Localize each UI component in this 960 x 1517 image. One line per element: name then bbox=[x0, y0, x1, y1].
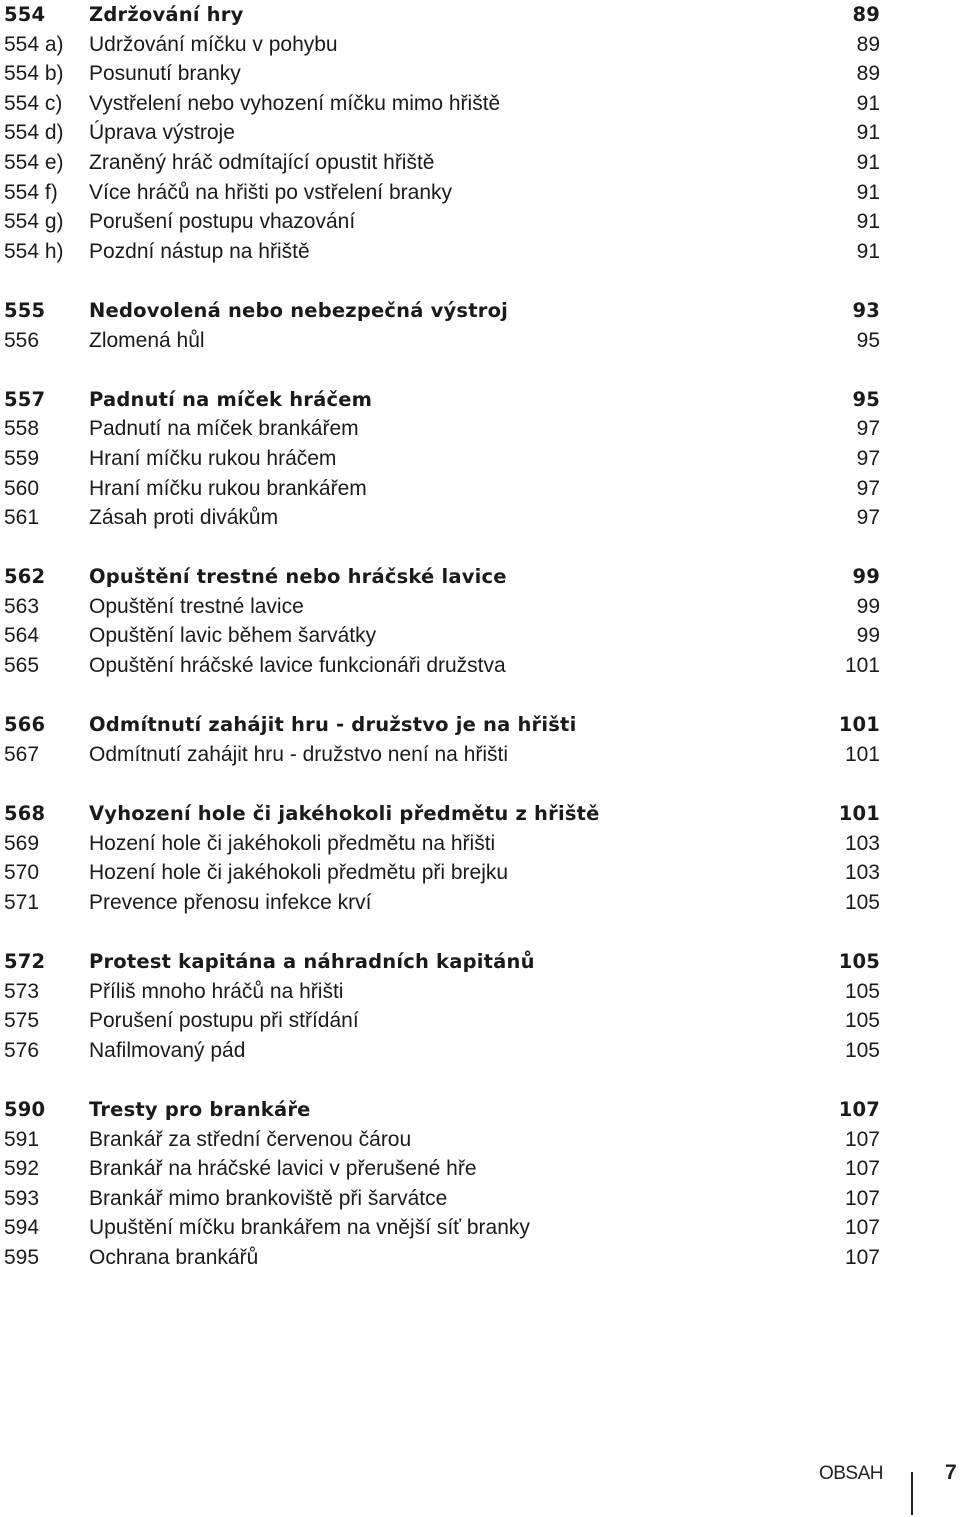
toc-entry-page: 105 bbox=[838, 950, 880, 973]
toc-entry-number: 572 bbox=[4, 950, 46, 973]
toc-entry-page: 105 bbox=[844, 890, 880, 914]
toc-entry-title: Pozdní nástup na hřiště bbox=[89, 239, 310, 263]
toc-entry-title: Příliš mnoho hráčů na hřišti bbox=[89, 979, 344, 1003]
toc-entry-page: 99 bbox=[856, 624, 880, 648]
toc-entry-title: Opuštění trestné lavice bbox=[89, 594, 304, 618]
footer-divider bbox=[911, 1472, 913, 1515]
toc-group bbox=[0, 385, 960, 533]
toc-entry-number: 564 bbox=[4, 624, 40, 648]
toc-entry-title: Hození hole či jakéhokoli předmětu na hřišti bbox=[89, 831, 496, 855]
toc-entry-row bbox=[0, 1125, 960, 1155]
toc-entry-number: 554 bbox=[4, 3, 46, 26]
toc-entry-title: Brankář za střední červenou čárou bbox=[89, 1127, 412, 1151]
toc-entry-page: 107 bbox=[844, 1157, 880, 1181]
toc-entry-number: 561 bbox=[4, 506, 40, 530]
toc-entry-row bbox=[0, 148, 960, 178]
toc-entry-number: 562 bbox=[4, 565, 46, 589]
toc-entry-title: Nedovolená nebo nebezpečná výstroj bbox=[89, 298, 509, 322]
toc-entry-row bbox=[0, 474, 960, 504]
toc-group bbox=[0, 710, 960, 769]
toc-entry-number: 559 bbox=[4, 446, 40, 470]
toc-entry-title: Hraní míčku rukou hráčem bbox=[89, 446, 337, 470]
toc-entry-number: 554 b) bbox=[4, 62, 64, 86]
toc-entry-row bbox=[0, 888, 960, 918]
toc-entry-page: 103 bbox=[844, 831, 880, 855]
toc-entry-title: Posunutí branky bbox=[89, 62, 241, 86]
toc-entry-page: 107 bbox=[844, 1245, 880, 1269]
toc-entry-title: Opuštění lavic během šarvátky bbox=[89, 624, 377, 648]
toc-entry-title: Zdržování hry bbox=[89, 3, 244, 26]
toc-entry-number: 566 bbox=[4, 713, 46, 737]
toc-entry-row bbox=[0, 1036, 960, 1066]
toc-entry-page: 91 bbox=[856, 180, 880, 204]
toc-entry-title: Padnutí na míček hráčem bbox=[89, 387, 373, 411]
toc-entry-title: Odmítnutí zahájit hru - družstvo není na hřišti bbox=[89, 742, 509, 766]
toc-entry-page: 97 bbox=[856, 417, 880, 441]
toc-entry-page: 95 bbox=[856, 328, 880, 352]
toc-entry-page: 91 bbox=[856, 121, 880, 145]
toc-entry-title: Upuštění míčku brankářem na vnější síť branky bbox=[89, 1216, 530, 1240]
toc-entry-page: 107 bbox=[844, 1186, 880, 1210]
toc-entry-page: 97 bbox=[856, 506, 880, 530]
toc-group bbox=[0, 799, 960, 917]
toc-heading-row bbox=[0, 799, 960, 829]
toc-entry-title: Opuštění hráčské lavice funkcionáři družstva bbox=[89, 654, 506, 678]
toc-entry-title: Protest kapitána a náhradních kapitánů bbox=[89, 950, 535, 973]
toc-entry-row bbox=[0, 59, 960, 89]
toc-entry-page: 101 bbox=[838, 802, 880, 826]
toc-entry-page: 97 bbox=[856, 446, 880, 470]
toc-entry-number: 571 bbox=[4, 890, 40, 914]
toc-entry-row bbox=[0, 829, 960, 859]
toc-entry-number: 555 bbox=[4, 298, 46, 322]
toc-entry-title: Zraněný hráč odmítající opustit hřiště bbox=[89, 150, 435, 174]
toc-entry-title: Ochrana brankářů bbox=[89, 1245, 259, 1269]
toc-heading-row bbox=[0, 1095, 960, 1125]
toc-entry-row bbox=[0, 237, 960, 267]
toc-entry-number: 570 bbox=[4, 861, 40, 885]
toc-entry-number: 592 bbox=[4, 1157, 40, 1181]
toc-entry-page: 91 bbox=[856, 239, 880, 263]
toc-entry-title: Opuštění trestné nebo hráčské lavice bbox=[89, 565, 507, 589]
toc-entry-page: 91 bbox=[856, 150, 880, 174]
toc-entry-page: 107 bbox=[844, 1216, 880, 1240]
toc-entry-title: Porušení postupu při střídání bbox=[89, 1009, 359, 1033]
toc-entry-number: 567 bbox=[4, 742, 40, 766]
toc-entry-number: 563 bbox=[4, 594, 40, 618]
toc-entry-page: 93 bbox=[852, 298, 880, 322]
footer-section-label: OBSAH bbox=[818, 1463, 883, 1484]
toc-entry-row bbox=[0, 740, 960, 770]
toc-entry-page: 105 bbox=[844, 979, 880, 1003]
toc-group bbox=[0, 296, 960, 355]
toc-entry-number: 558 bbox=[4, 417, 40, 441]
toc-entry-row bbox=[0, 651, 960, 681]
toc-entry-title: Brankář na hráčské lavici v přerušené hře bbox=[89, 1157, 477, 1181]
footer-page-number: 7 bbox=[945, 1461, 957, 1484]
toc-entry-number: 576 bbox=[4, 1038, 40, 1062]
toc-entry-title: Prevence přenosu infekce krví bbox=[89, 890, 372, 914]
toc-heading-row bbox=[0, 562, 960, 592]
toc-entry-title: Nafilmovaný pád bbox=[89, 1038, 246, 1062]
toc-entry-title: Úprava výstroje bbox=[89, 121, 235, 145]
toc-entry-row bbox=[0, 178, 960, 208]
toc-entry-number: 593 bbox=[4, 1186, 40, 1210]
toc-entry-title: Porušení postupu vhazování bbox=[89, 210, 356, 234]
toc-entry-page: 97 bbox=[856, 476, 880, 500]
toc-entry-title: Brankář mimo brankoviště při šarvátce bbox=[89, 1186, 448, 1210]
toc-entry-number: 560 bbox=[4, 476, 40, 500]
toc-entry-number: 594 bbox=[4, 1216, 40, 1240]
toc-group bbox=[0, 0, 960, 266]
toc-entry-number: 590 bbox=[4, 1097, 46, 1121]
toc-entry-row bbox=[0, 326, 960, 356]
toc-entry-row bbox=[0, 30, 960, 60]
toc-entry-title: Udržování míčku v pohybu bbox=[89, 32, 338, 56]
toc-entry-number: 554 f) bbox=[4, 180, 58, 204]
toc-entry-title: Zásah proti divákům bbox=[89, 506, 279, 530]
toc-entry-page: 99 bbox=[852, 565, 880, 589]
toc-entry-title: Odmítnutí zahájit hru - družstvo je na hřišti bbox=[89, 713, 577, 737]
toc-entry-title: Zlomená hůl bbox=[89, 328, 205, 352]
toc-heading-row bbox=[0, 947, 960, 977]
toc-heading-row bbox=[0, 710, 960, 740]
toc-entry-title: Padnutí na míček brankářem bbox=[89, 417, 359, 441]
toc-entry-row bbox=[0, 118, 960, 148]
toc-entry-title: Vyhození hole či jakéhokoli předmětu z hřiště bbox=[89, 802, 600, 826]
toc-entry-row bbox=[0, 621, 960, 651]
toc-entry-number: 568 bbox=[4, 802, 46, 826]
toc-entry-number: 569 bbox=[4, 831, 40, 855]
toc-entry-number: 573 bbox=[4, 979, 40, 1003]
toc-entry-row bbox=[0, 1213, 960, 1243]
toc-entry-page: 91 bbox=[856, 210, 880, 234]
toc-group bbox=[0, 947, 960, 1065]
toc-entry-page: 101 bbox=[844, 654, 880, 678]
toc-entry-number: 554 d) bbox=[4, 121, 64, 145]
toc-entry-number: 554 c) bbox=[4, 91, 63, 115]
toc-entry-number: 554 h) bbox=[4, 239, 64, 263]
toc-entry-row bbox=[0, 1184, 960, 1214]
toc-entry-page: 89 bbox=[856, 62, 880, 86]
toc-entry-page: 101 bbox=[844, 742, 880, 766]
toc-entry-page: 105 bbox=[844, 1009, 880, 1033]
toc-entry-page: 89 bbox=[856, 32, 880, 56]
toc-entry-row bbox=[0, 858, 960, 888]
toc-entry-number: 554 g) bbox=[4, 210, 64, 234]
toc-entry-page: 99 bbox=[856, 594, 880, 618]
toc-entry-row bbox=[0, 977, 960, 1007]
toc-entry-page: 103 bbox=[844, 861, 880, 885]
toc-entry-row bbox=[0, 444, 960, 474]
toc-entry-row bbox=[0, 207, 960, 237]
toc-entry-title: Hození hole či jakéhokoli předmětu při brejku bbox=[89, 861, 509, 885]
toc-entry-number: 557 bbox=[4, 387, 46, 411]
toc-entry-number: 565 bbox=[4, 654, 40, 678]
toc-entry-row bbox=[0, 1154, 960, 1184]
toc-entry-row bbox=[0, 503, 960, 533]
toc-entry-title: Vystřelení nebo vyhození míčku mimo hřiště bbox=[89, 91, 501, 115]
toc-entry-page: 107 bbox=[844, 1127, 880, 1151]
toc-group bbox=[0, 562, 960, 680]
toc-entry-page: 89 bbox=[852, 3, 880, 26]
toc-heading-row bbox=[0, 0, 960, 30]
toc-entry-title: Tresty pro brankáře bbox=[89, 1097, 311, 1121]
toc-entry-page: 105 bbox=[844, 1038, 880, 1062]
toc-entry-number: 554 e) bbox=[4, 150, 64, 174]
toc-entry-number: 575 bbox=[4, 1009, 40, 1033]
toc-entry-page: 91 bbox=[856, 91, 880, 115]
toc-entry-row bbox=[0, 89, 960, 119]
toc-entry-number: 591 bbox=[4, 1127, 40, 1151]
toc-entry-page: 107 bbox=[838, 1097, 880, 1121]
toc-entry-row bbox=[0, 592, 960, 622]
toc-entry-row bbox=[0, 1243, 960, 1273]
toc-entry-row bbox=[0, 1006, 960, 1036]
toc-entry-number: 595 bbox=[4, 1245, 40, 1269]
toc-entry-page: 95 bbox=[852, 387, 880, 411]
toc-heading-row bbox=[0, 296, 960, 326]
toc-entry-number: 554 a) bbox=[4, 32, 64, 56]
toc-entry-title: Více hráčů na hřišti po vstřelení branky bbox=[89, 180, 453, 204]
toc-entry-number: 556 bbox=[4, 328, 40, 352]
toc-entry-page: 101 bbox=[838, 713, 880, 737]
toc-entry-title: Hraní míčku rukou brankářem bbox=[89, 476, 367, 500]
toc-group bbox=[0, 1095, 960, 1273]
toc-entry-row bbox=[0, 414, 960, 444]
toc-heading-row bbox=[0, 385, 960, 415]
